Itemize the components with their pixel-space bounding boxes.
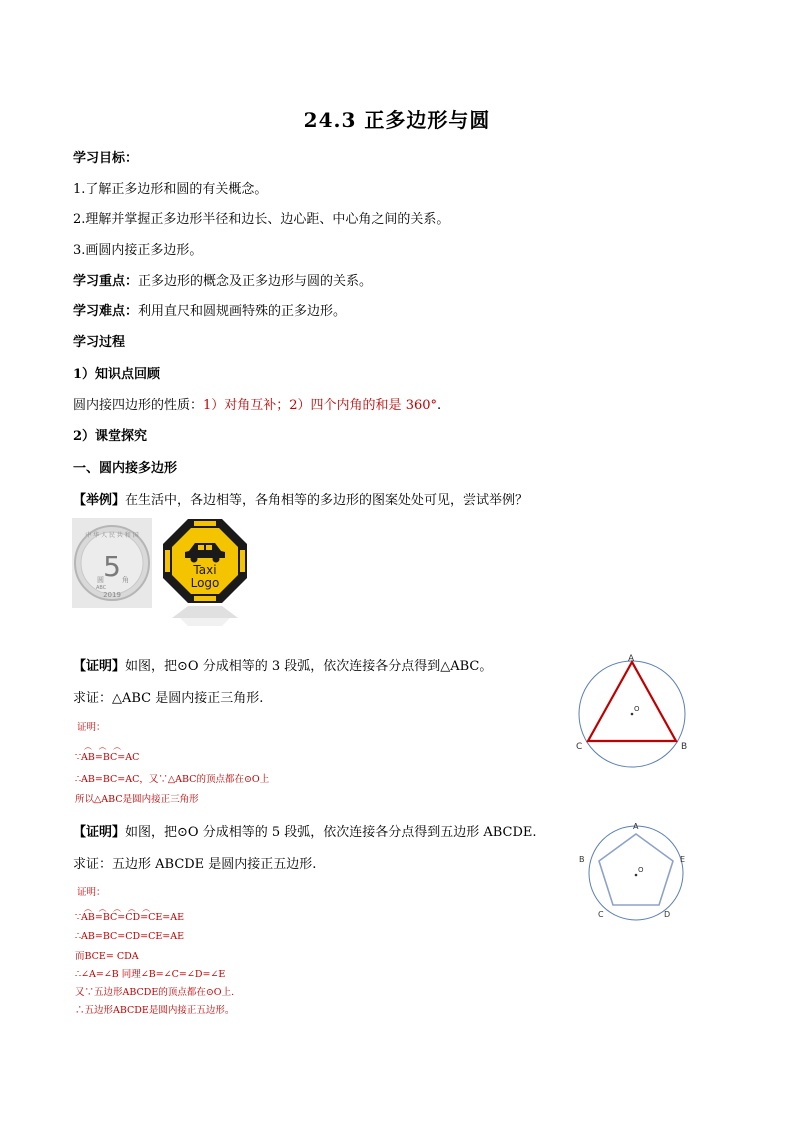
objective-2: 2.理解并掌握正多边形半径和边长、边心距、中心角之间的关系。 bbox=[73, 212, 450, 227]
example-label: 【举例】 bbox=[73, 493, 126, 508]
objectives-heading: 学习目标： bbox=[73, 151, 139, 166]
proof2-step-1: ︵ ︵ ︵ ︵ ︵ bbox=[84, 904, 153, 913]
coin-side-right: 角 bbox=[122, 576, 129, 584]
difficulty-line bbox=[73, 300, 346, 319]
proof2-text: 如图，把⊙O 分成相等的 5 段弧，依次连接各分点得到五边形 ABCDE. bbox=[125, 825, 537, 840]
taxi-line2: Logo bbox=[190, 576, 220, 590]
triangle-label-c: C bbox=[576, 742, 583, 752]
inscribed-pentagon-figure bbox=[570, 818, 700, 928]
review-lead: 圆内接四边形的性质： bbox=[73, 398, 204, 413]
pentagon-label-e: E bbox=[680, 855, 686, 864]
proof2-step-2: ∵AB=BC=CD=CE=AE bbox=[75, 912, 185, 923]
proof2-step-5: ∴∠A=∠B 同理∠B=∠C=∠D=∠E bbox=[75, 969, 226, 980]
triangle-label-a: A bbox=[628, 654, 635, 664]
proof2-claim: 求证：五边形 ABCDE 是圆内接正五边形. bbox=[73, 857, 317, 872]
proof2-step-3: ∴AB=BC=CD=CE=AE bbox=[75, 931, 185, 942]
pentagon-label-o: O bbox=[638, 866, 644, 874]
review-answer: 1）对角互补；2）四个内角的和是 360° bbox=[203, 398, 438, 413]
coin-year: 2019 bbox=[103, 591, 121, 599]
proof1-step-2: ∵AB=BC=AC bbox=[75, 752, 140, 763]
proof2-line bbox=[73, 821, 537, 840]
review-heading: 1）知识点回顾 bbox=[73, 367, 161, 382]
triangle-label-b: B bbox=[681, 742, 688, 752]
proof2-step-4: 而BCE= CDA bbox=[75, 951, 139, 962]
proof2-label: 【证明】 bbox=[73, 825, 126, 840]
inscribed-triangle-figure bbox=[570, 650, 700, 770]
difficulty-text: 利用直尺和圆规画特殊的正多边形。 bbox=[138, 304, 347, 319]
pentagon-label-b: B bbox=[579, 855, 585, 864]
proof2-step-0: 证明： bbox=[77, 887, 106, 898]
process-heading: 学习过程 bbox=[73, 335, 126, 350]
difficulty-label: 学习难点： bbox=[73, 304, 139, 319]
key-point-label: 学习重点： bbox=[73, 274, 139, 289]
proof1-line bbox=[73, 655, 492, 674]
proof2-step-6: 又∵五边形ABCDE的顶点都在⊙O上. bbox=[75, 987, 235, 998]
coin-number: 5 bbox=[103, 550, 121, 583]
objective-3: 3.画圆内接正多边形。 bbox=[73, 243, 203, 258]
proof1-label: 【证明】 bbox=[73, 659, 126, 674]
taxi-line1: Taxi bbox=[193, 563, 217, 577]
objective-1: 1.了解正多边形和圆的有关概念。 bbox=[73, 182, 268, 197]
pentagon-label-d: D bbox=[664, 910, 671, 919]
triangle-label-o: O bbox=[634, 705, 640, 713]
proof1-text: 如图，把⊙O 分成相等的 3 段弧，依次连接各分点得到△ABC。 bbox=[125, 659, 493, 674]
proof1-step-0: 证明： bbox=[77, 722, 106, 733]
pentagon-label-a: A bbox=[633, 822, 639, 831]
taxi-logo-image bbox=[162, 518, 248, 628]
pentagon-label-c: C bbox=[598, 910, 604, 919]
proof1-claim: 求证：△ABC 是圆内接正三角形. bbox=[73, 691, 264, 706]
proof1-step-4: 所以△ABC是圆内接正三角形 bbox=[75, 794, 199, 805]
coin-bottom-left: ABC bbox=[96, 585, 107, 591]
coin-top-text: 中 华 人 民 共 和 国 bbox=[85, 532, 139, 539]
proof1-step-3: ∴AB=BC=AC，又∵△ABC的顶点都在⊙O上 bbox=[75, 774, 270, 785]
review-end: . bbox=[437, 398, 442, 413]
coin-image bbox=[72, 518, 152, 608]
proof1-step-1: ︵ ︵ ︵ bbox=[84, 742, 124, 751]
review-line bbox=[73, 394, 441, 413]
proof2-step-7: ∴五边形ABCDE是圆内接正五边形。 bbox=[75, 1005, 235, 1016]
example-text: 在生活中，各边相等，各角相等的多边形的图案处处可见，尝试举例？ bbox=[125, 493, 529, 508]
example-line bbox=[73, 489, 528, 508]
key-point-line bbox=[73, 270, 372, 289]
section1-heading: 一、圆内接多边形 bbox=[73, 461, 178, 476]
coin-side-left: 圆 bbox=[97, 576, 104, 584]
page-title: 24.3 正多边形与圆 bbox=[303, 108, 491, 132]
key-point-text: 正多边形的概念及正多边形与圆的关系。 bbox=[138, 274, 373, 289]
explore-heading: 2）课堂探究 bbox=[73, 429, 148, 444]
